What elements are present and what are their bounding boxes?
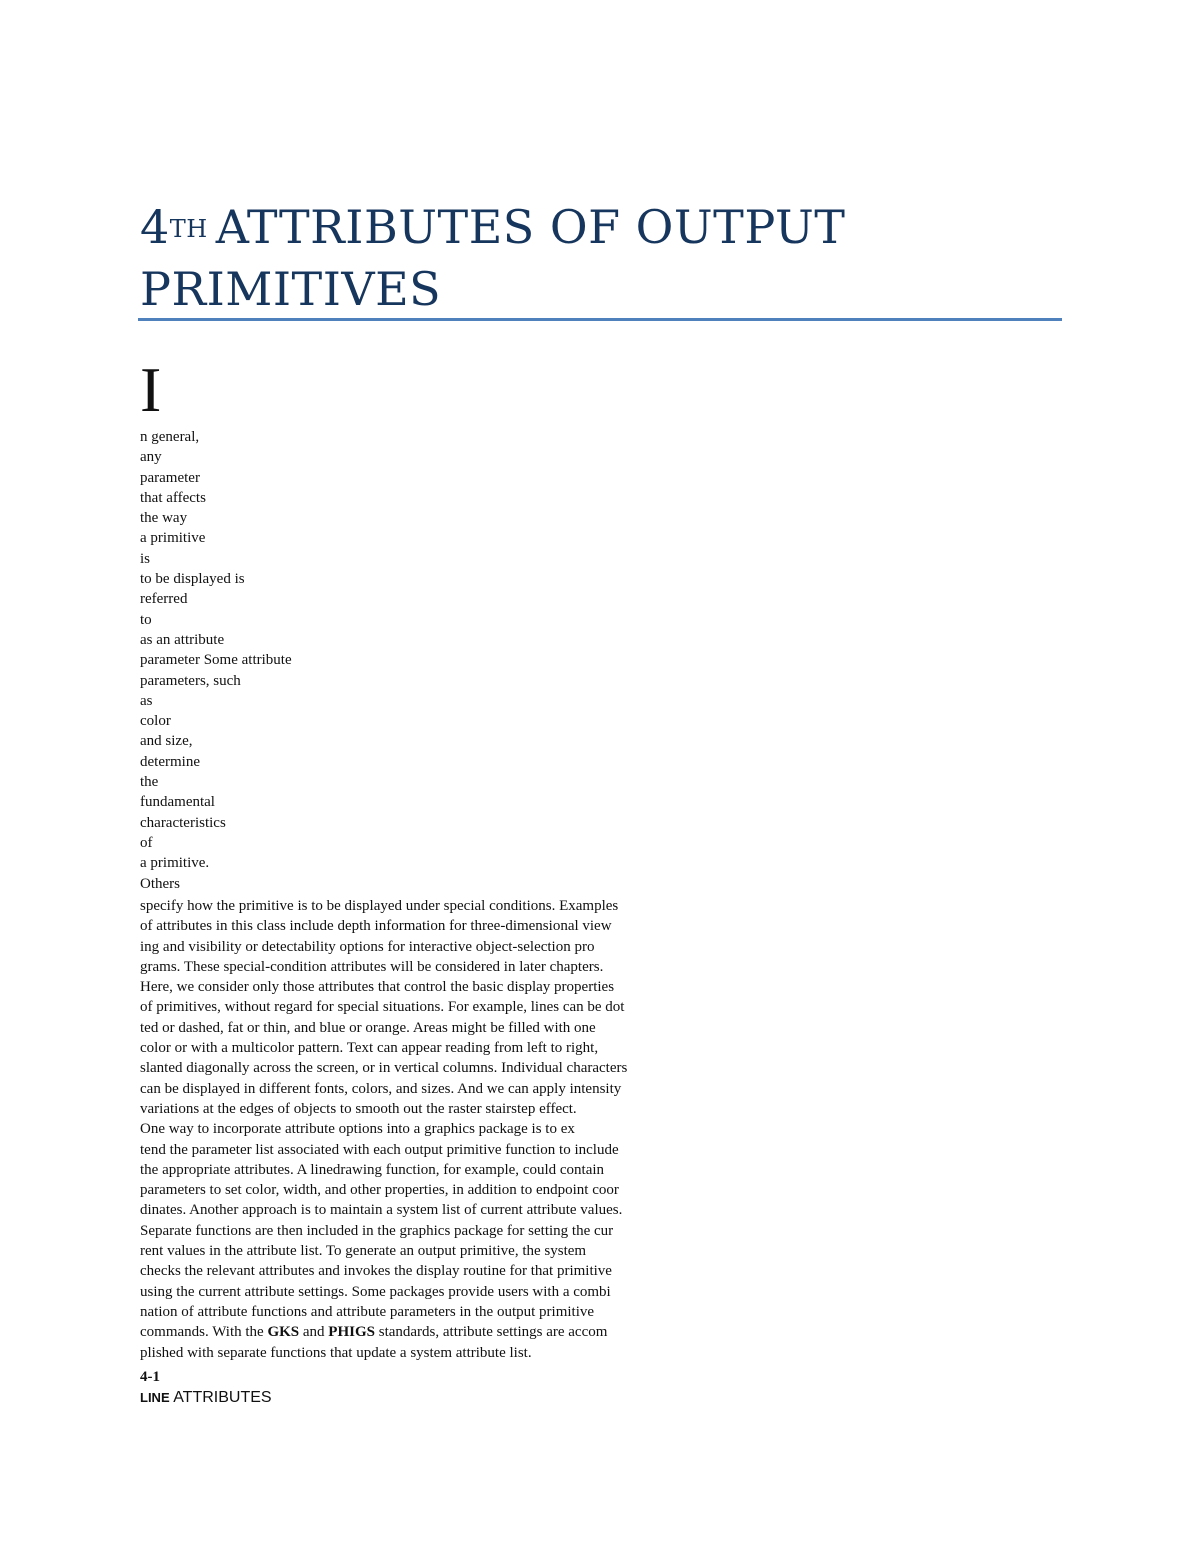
standards-line-text-after: standards, attribute settings are accom [374, 1324, 608, 1341]
body-paragraph [140, 896, 740, 1363]
gks-term: GKS [267, 1324, 300, 1341]
section-number: 4-1 [140, 1369, 160, 1385]
standards-line-text-before: commands. With the [140, 1324, 268, 1341]
body-line: One way to incorporate attribute options into a graphics package is to ex [140, 1121, 575, 1138]
title-underline-rule [138, 318, 1062, 321]
chapter-number-suffix: TH [169, 215, 208, 243]
body-line: using the current attribute settings. Some packages provide users with a combi [140, 1283, 611, 1300]
intro-line: that affects [140, 489, 206, 506]
section-title-smallcaps: LINE [140, 1390, 170, 1405]
intro-line: any [140, 449, 162, 466]
body-line: the appropriate attributes. A linedrawing function, for example, could contain [140, 1161, 605, 1178]
body-line: Here, we consider only those attributes that control the basic display properties [140, 979, 615, 996]
intro-line: parameters, such [140, 672, 241, 689]
section-title-rest: ATTRIBUTES [169, 1389, 272, 1406]
intro-short-lines [140, 427, 292, 894]
section-title [140, 1388, 272, 1408]
body-line: dinates. Another approach is to maintain a system list of current attribute values. [140, 1202, 623, 1219]
chapter-number: 4 [140, 200, 170, 254]
chapter-title-line-2: PRIMITIVES [140, 262, 442, 316]
intro-line: parameter Some attribute [140, 652, 292, 669]
body-line: grams. These special-condition attributes will be considered in later chapters. [140, 958, 604, 975]
intro-line: parameter [140, 469, 200, 486]
phigs-term: PHIGS [328, 1324, 375, 1341]
intro-line: of [140, 834, 153, 851]
intro-line: n general, [140, 429, 200, 445]
body-line: ing and visibility or detectability options for interactive object-selection pro [140, 938, 595, 955]
body-line: parameters to set color, width, and other properties, in addition to endpoint coor [140, 1182, 619, 1199]
body-line: color or with a multicolor pattern. Text can appear reading from left to right, [140, 1040, 599, 1057]
intro-line: fundamental [140, 794, 215, 811]
body-line: can be displayed in different fonts, colors, and sizes. And we can apply intensity [140, 1080, 622, 1097]
intro-line: characteristics [140, 814, 226, 831]
standards-line [140, 1322, 740, 1342]
body-line: variations at the edges of objects to smooth out the raster stairstep effect. [140, 1100, 577, 1117]
intro-line: color [140, 713, 171, 730]
intro-line: the way [140, 510, 188, 527]
body-line: of primitives, without regard for special situations. For example, lines can be dot [140, 999, 625, 1016]
standards-line-and: and [299, 1324, 329, 1341]
body-lines [140, 896, 740, 1322]
body-line: slanted diagonally across the screen, or in vertical columns. Individual characters [140, 1060, 628, 1077]
intro-line: is [140, 550, 151, 567]
intro-line: to [140, 611, 152, 628]
intro-line: a primitive. [140, 855, 210, 872]
intro-line: as an attribute [140, 631, 225, 648]
intro-line: and size, [140, 733, 193, 750]
body-line: of attributes in this class include depth information for three-dimensional view [140, 918, 612, 935]
body-line: checks the relevant attributes and invokes the display routine for that primitive [140, 1263, 612, 1280]
body-line: nation of attribute functions and attribute parameters in the output primitive [140, 1303, 595, 1320]
chapter-title [140, 196, 1060, 320]
body-line: tend the parameter list associated with each output primitive function to include [140, 1141, 619, 1158]
intro-line: Others [140, 875, 180, 892]
intro-line: as [140, 692, 153, 709]
body-line: ted or dashed, fat or thin, and blue or orange. Areas might be filled with one [140, 1019, 596, 1036]
chapter-title-line-1: ATTRIBUTES OF OUTPUT [215, 200, 846, 254]
intro-line: referred [140, 591, 188, 608]
intro-line: a primitive [140, 530, 206, 547]
intro-line: determine [140, 753, 200, 770]
body-last-line: plished with separate functions that update a system attribute list. [140, 1344, 532, 1361]
drop-cap: I [140, 354, 162, 425]
body-line: specify how the primitive is to be displayed under special conditions. Examples [140, 898, 619, 914]
body-line: Separate functions are then included in the graphics package for setting the cur [140, 1222, 614, 1239]
intro-line: the [140, 774, 159, 791]
intro-line: to be displayed is [140, 571, 245, 588]
body-line: rent values in the attribute list. To generate an output primitive, the system [140, 1243, 587, 1260]
